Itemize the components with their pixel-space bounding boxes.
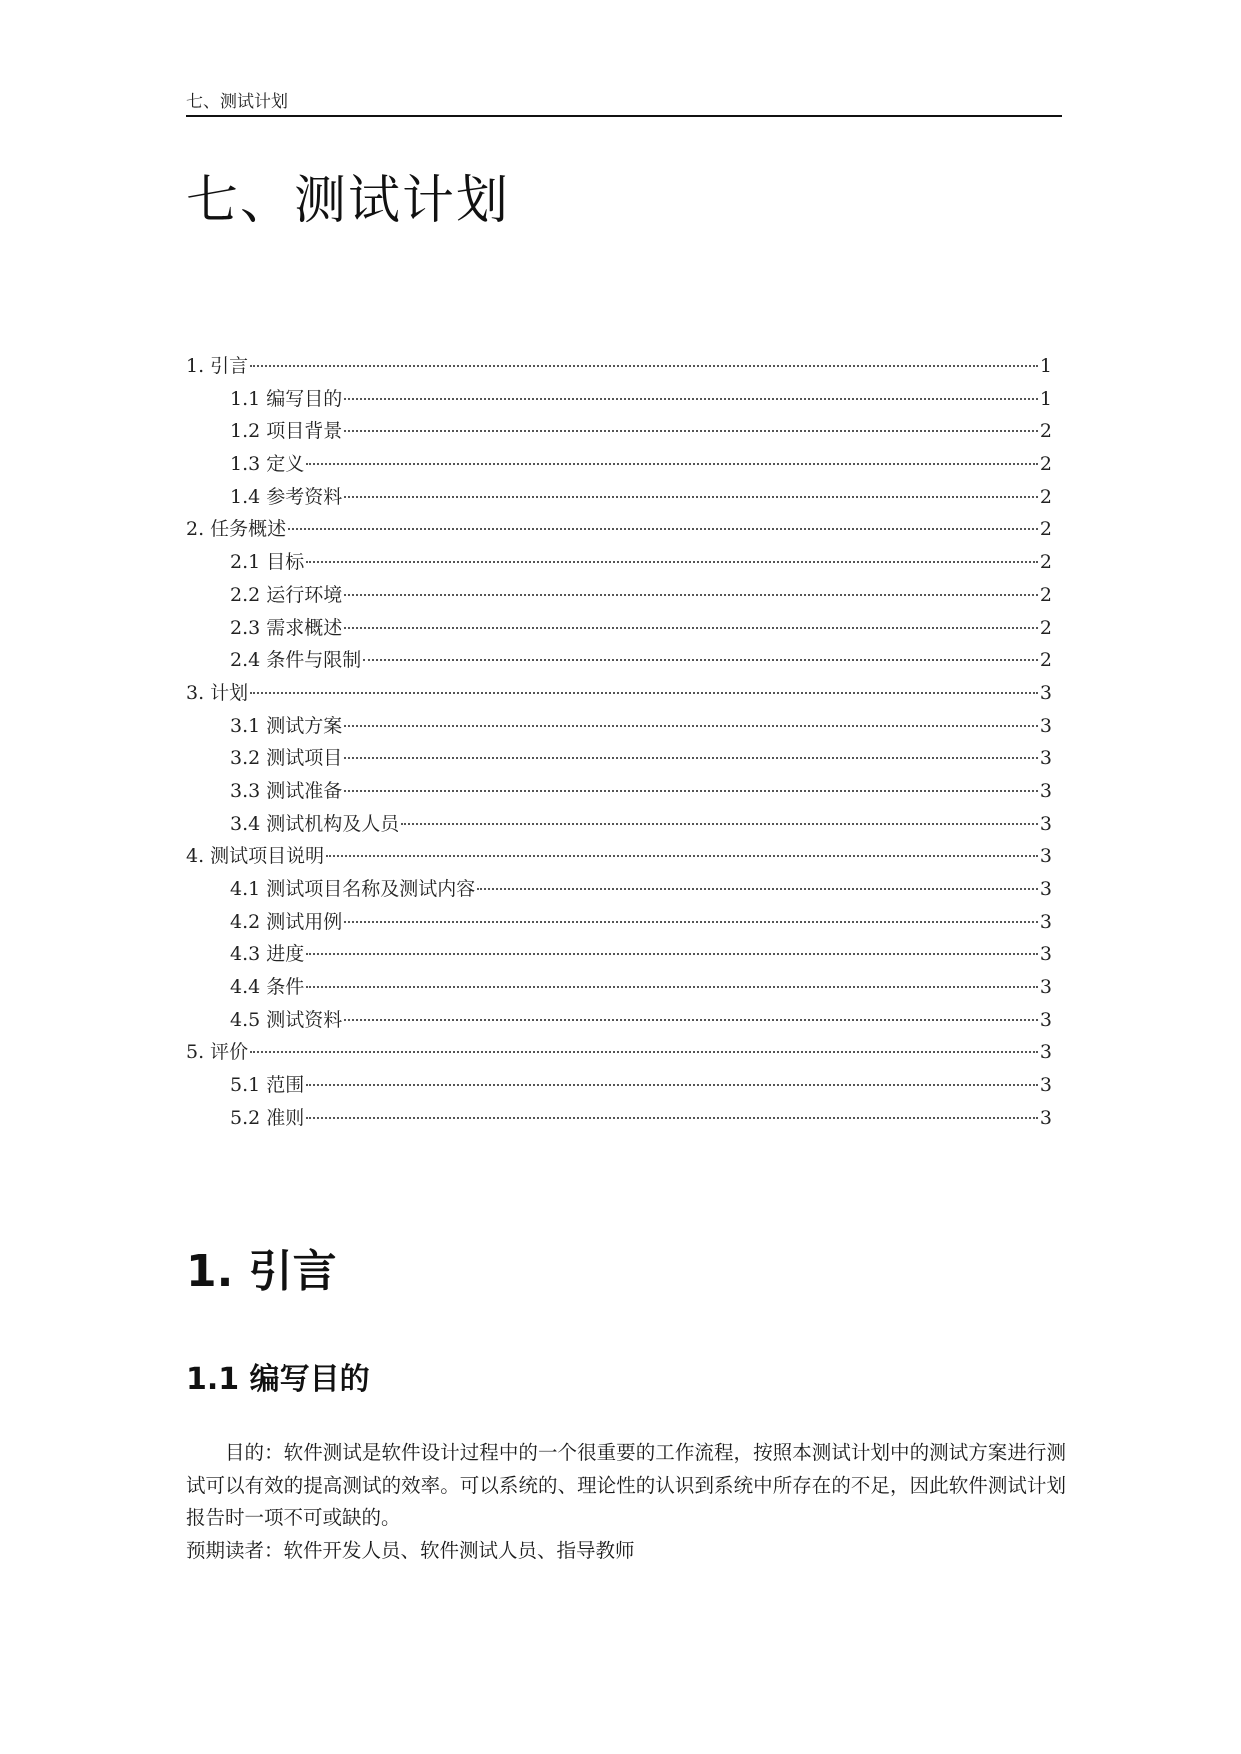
toc-dot-leader — [344, 921, 1038, 923]
toc-dot-leader — [344, 594, 1038, 596]
toc-entry-title: 3.1 测试方案 — [230, 714, 343, 737]
toc-entry-title: 2.2 运行环境 — [230, 583, 343, 606]
toc-entry[interactable] — [186, 775, 1052, 808]
toc-entry-title: 3.3 测试准备 — [230, 779, 343, 802]
toc-dot-leader — [250, 1051, 1038, 1053]
toc-entry-title: 5. 评价 — [186, 1041, 249, 1064]
toc-entry-title: 1.1 编写目的 — [230, 387, 343, 410]
toc-page-number: 2 — [1039, 420, 1052, 443]
toc-entry[interactable] — [186, 481, 1052, 514]
toc-entry[interactable] — [186, 513, 1052, 546]
toc-entry-title: 5.2 准则 — [230, 1106, 305, 1129]
toc-entry-title: 2.3 需求概述 — [230, 616, 343, 639]
toc-page-number: 3 — [1039, 1008, 1052, 1031]
toc-dot-leader — [344, 430, 1038, 432]
toc-entry[interactable] — [186, 644, 1052, 677]
toc-dot-leader — [306, 1117, 1038, 1119]
toc-page-number: 3 — [1039, 878, 1052, 900]
toc-entry[interactable] — [186, 1102, 1052, 1135]
toc-entry[interactable] — [186, 971, 1052, 1004]
toc-dot-leader — [344, 627, 1038, 629]
toc-dot-leader — [250, 365, 1038, 367]
toc-dot-leader — [344, 398, 1038, 400]
toc-entry[interactable] — [186, 1004, 1052, 1037]
toc-dot-leader — [401, 823, 1038, 825]
toc-page-number: 3 — [1039, 976, 1052, 999]
toc-entry[interactable] — [186, 1036, 1052, 1069]
toc-entry-title: 4.1 测试项目名称及测试内容 — [230, 878, 476, 900]
toc-entry-title: 1.4 参考资料 — [230, 485, 343, 508]
toc-dot-leader — [344, 725, 1038, 727]
toc-entry-title: 3.4 测试机构及人员 — [230, 812, 400, 835]
toc-entry[interactable] — [186, 1069, 1052, 1102]
toc-entry[interactable] — [186, 350, 1052, 383]
toc-dot-leader — [344, 757, 1038, 759]
toc-entry-title: 4. 测试项目说明 — [186, 845, 325, 868]
toc-entry-title: 1. 引言 — [186, 355, 249, 377]
toc-entry[interactable] — [186, 448, 1052, 481]
toc-page-number: 2 — [1039, 453, 1052, 476]
toc-page-number: 3 — [1039, 747, 1052, 770]
toc-entry[interactable] — [186, 808, 1052, 841]
toc-entry[interactable] — [186, 873, 1052, 906]
toc-dot-leader — [344, 496, 1038, 498]
toc-entry[interactable] — [186, 938, 1052, 971]
toc-entry-title: 3.2 测试项目 — [230, 747, 343, 770]
toc-entry[interactable] — [186, 906, 1052, 939]
header-rule — [186, 115, 1062, 117]
toc-page-number: 3 — [1039, 1041, 1052, 1064]
subsection-heading-purpose: 1.1 编写目的 — [186, 1362, 370, 1397]
toc-entry-title: 1.2 项目背景 — [230, 420, 343, 443]
toc-dot-leader — [306, 953, 1038, 955]
section-heading-introduction: 1. 引言 — [186, 1246, 337, 1297]
toc-entry-title: 2.4 条件与限制 — [230, 649, 362, 672]
toc-page-number: 3 — [1039, 943, 1052, 966]
toc-entry-title: 2. 任务概述 — [186, 518, 287, 541]
toc-dot-leader — [477, 888, 1038, 890]
toc-entry-title: 3. 计划 — [186, 681, 249, 704]
toc-dot-leader — [306, 463, 1038, 465]
toc-page-number: 3 — [1039, 812, 1052, 835]
toc-dot-leader — [344, 1019, 1038, 1021]
toc-entry-title: 4.2 测试用例 — [230, 910, 343, 933]
running-header: 七、测试计划 — [186, 92, 288, 112]
toc-entry-title: 1.3 定义 — [230, 453, 305, 476]
toc-entry[interactable] — [186, 742, 1052, 775]
toc-page-number: 3 — [1039, 1074, 1052, 1097]
toc-entry-title: 5.1 范围 — [230, 1074, 305, 1097]
toc-page-number: 3 — [1039, 681, 1052, 704]
toc-dot-leader — [326, 855, 1038, 857]
toc-page-number: 3 — [1039, 910, 1052, 933]
toc-page-number: 2 — [1039, 583, 1052, 606]
intended-readers: 预期读者：软件开发人员、软件测试人员、指导教师 — [186, 1539, 635, 1562]
toc-page-number: 1 — [1039, 387, 1052, 410]
toc-dot-leader — [363, 659, 1038, 661]
toc-entry[interactable] — [186, 579, 1052, 612]
toc-dot-leader — [288, 528, 1038, 530]
toc-entry[interactable] — [186, 612, 1052, 645]
toc-entry-title: 4.3 进度 — [230, 943, 305, 966]
toc-page-number: 2 — [1039, 485, 1052, 508]
toc-dot-leader — [306, 986, 1038, 988]
toc-dot-leader — [306, 1084, 1038, 1086]
toc-entry-title: 4.4 条件 — [230, 976, 305, 999]
toc-entry[interactable] — [186, 677, 1052, 710]
toc-page-number: 3 — [1039, 779, 1052, 802]
toc-page-number: 2 — [1039, 518, 1052, 541]
toc-entry-title: 2.1 目标 — [230, 551, 305, 574]
purpose-paragraph: 目的：软件测试是软件设计过程中的一个很重要的工作流程，按照本测试计划中的测试方案进行测试可以有效的提高测试的效率。可以系统的、理论性的认识到系统中所存在的不足，因此软件测试计划报告时一项不可或缺的。 — [186, 1441, 1066, 1530]
toc-entry-title: 4.5 测试资料 — [230, 1008, 343, 1031]
toc-page-number: 3 — [1039, 714, 1052, 737]
toc-page-number: 2 — [1039, 616, 1052, 639]
toc-entry[interactable] — [186, 840, 1052, 873]
toc-dot-leader — [344, 790, 1038, 792]
toc-page-number: 3 — [1039, 1106, 1052, 1129]
toc-entry[interactable] — [186, 383, 1052, 416]
toc-entry[interactable] — [186, 546, 1052, 579]
toc-page-number: 3 — [1039, 845, 1052, 868]
toc-entry[interactable] — [186, 710, 1052, 743]
toc-page-number: 1 — [1039, 355, 1052, 377]
toc-dot-leader — [306, 561, 1038, 563]
toc-page-number: 2 — [1039, 649, 1052, 672]
toc-dot-leader — [250, 692, 1038, 694]
toc-page-number: 2 — [1039, 551, 1052, 574]
document-title: 七、测试计划 — [186, 171, 511, 231]
table-of-contents — [186, 350, 1052, 1135]
toc-entry[interactable] — [186, 415, 1052, 448]
